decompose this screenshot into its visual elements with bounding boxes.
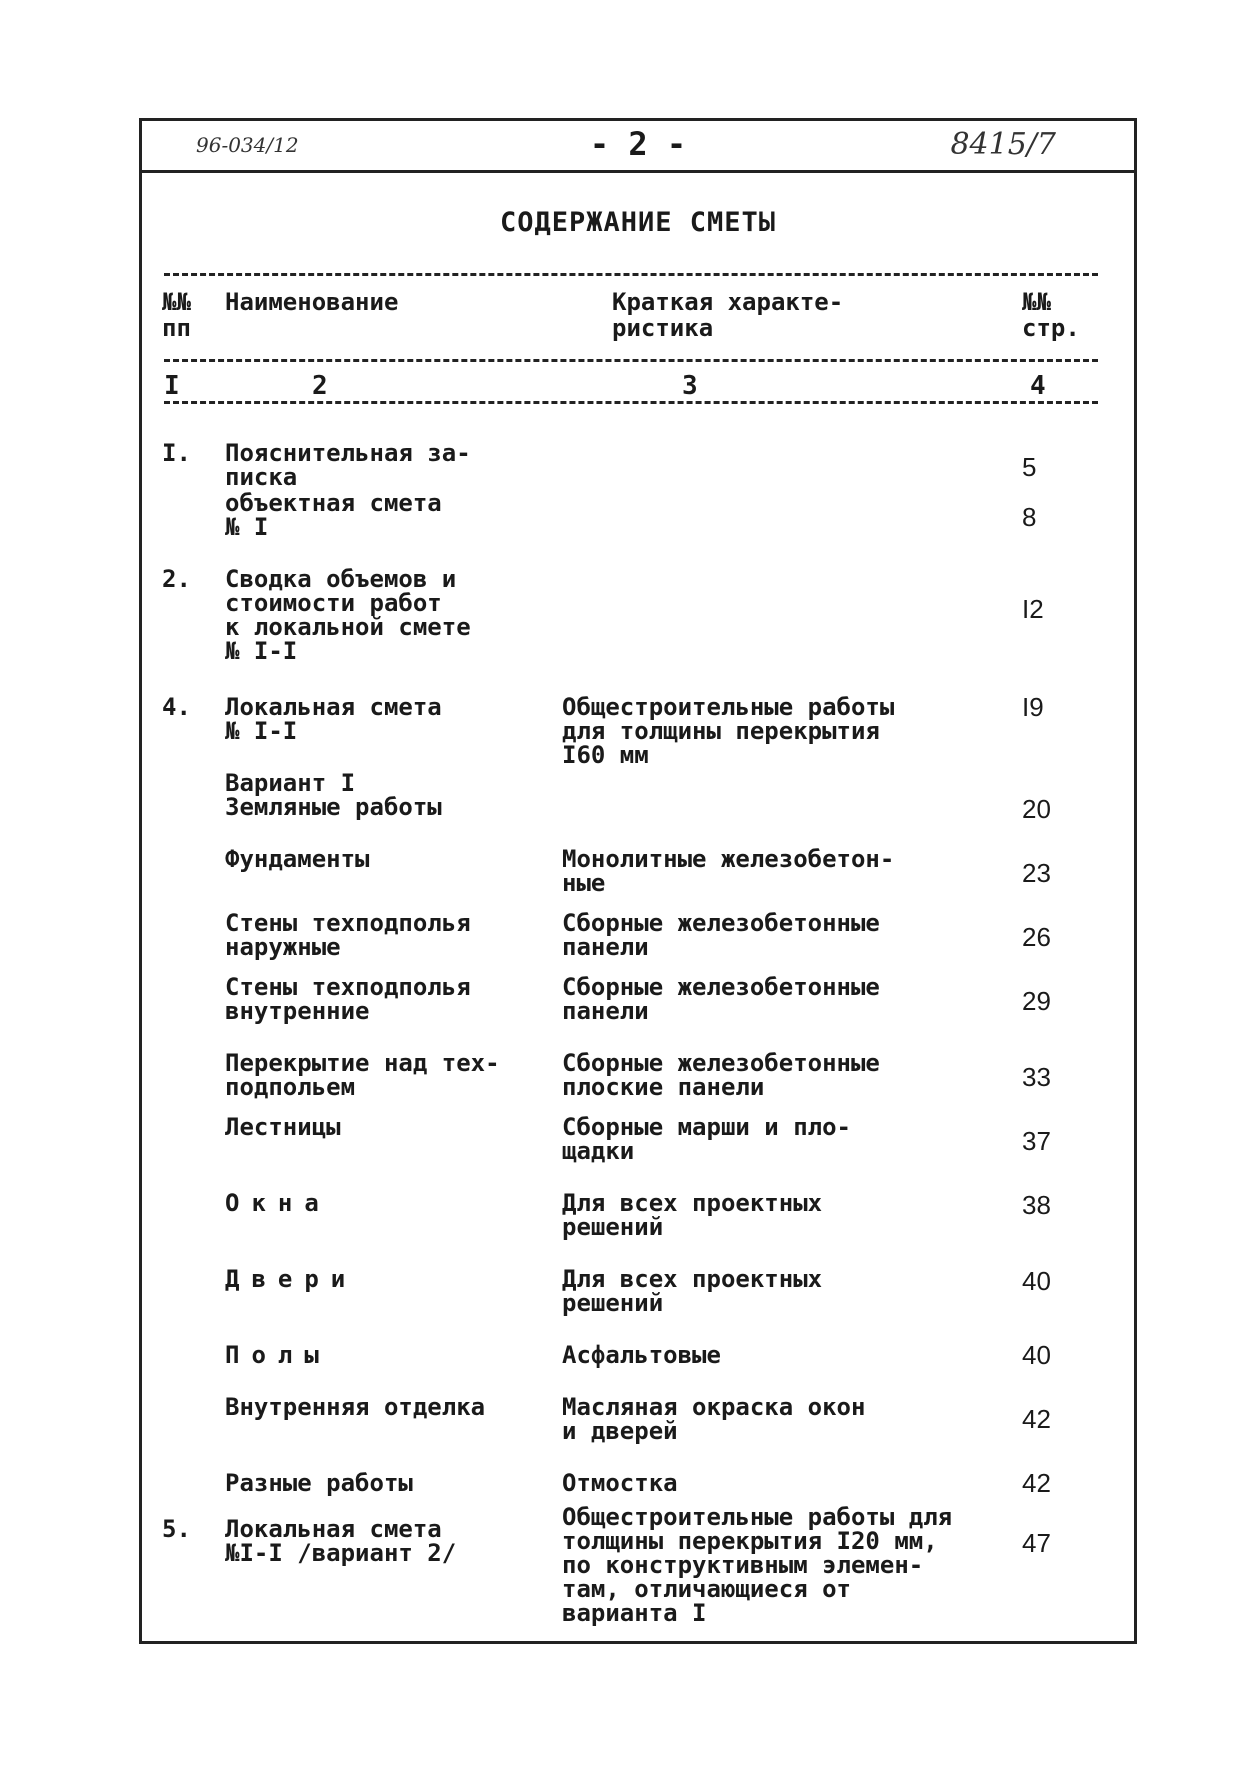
row-name: Двери [225, 1265, 358, 1293]
header-bar [142, 121, 1134, 173]
row-name: Фундаменты [225, 845, 370, 873]
column-number: 3 [682, 371, 698, 401]
document-code: 96-034/12 [196, 133, 299, 157]
divider [164, 359, 1098, 362]
row-page: 40 [1022, 1340, 1051, 1370]
row-name: Лестницы [225, 1113, 341, 1141]
page-number: - 2 - [589, 125, 687, 163]
sheet-code: 8415/7 [950, 127, 1056, 162]
row-name: Стены техподполья наружные [225, 909, 471, 961]
row-page: 8 [1022, 502, 1037, 532]
row-description: Для всех проектных решений [562, 1265, 823, 1317]
column-number: 2 [312, 371, 328, 401]
row-page: 40 [1022, 1266, 1051, 1296]
row-description: Сборные железобетонные панели [562, 909, 880, 961]
row-page: 23 [1022, 858, 1051, 888]
row-number: 2. [162, 565, 191, 593]
document-frame [139, 118, 1137, 1644]
row-description: Общестроительные работы для толщины перекрытия I60 мм [562, 693, 895, 769]
row-description: Сборные марши и пло- щадки [562, 1113, 851, 1165]
row-page: 33 [1022, 1062, 1051, 1092]
row-description: Отмостка [562, 1469, 678, 1497]
row-page: 37 [1022, 1126, 1051, 1156]
row-page: 42 [1022, 1404, 1051, 1434]
page-title: СОДЕРЖАНИЕ СМЕТЫ [499, 207, 777, 238]
row-page: 29 [1022, 986, 1051, 1016]
column-header-num: №№ пп [162, 288, 191, 342]
row-number: 4. [162, 693, 191, 721]
row-page: I9 [1022, 692, 1044, 722]
row-description: Асфальтовые [562, 1341, 721, 1369]
row-description: Монолитные железобетон- ные [562, 845, 895, 897]
row-name: Локальная смета №I-I /вариант 2/ [225, 1515, 457, 1567]
row-name: Разные работы [225, 1469, 413, 1497]
row-name: Внутренняя отделка [225, 1393, 486, 1421]
row-description: Общестроительные работы для толщины перекрытия I20 мм, по конструктивным элемен- там, отличающиеся от варианта I [562, 1503, 953, 1627]
row-name: Перекрытие над тех- подпольем [225, 1049, 500, 1101]
row-page: 26 [1022, 922, 1051, 952]
row-name: Локальная смета № I-I [225, 693, 442, 745]
row-name: Сводка объемов и стоимости работ к локальной смете № I-I [225, 565, 471, 665]
row-number: 5. [162, 1515, 191, 1543]
row-description: Для всех проектных решений [562, 1189, 823, 1241]
row-name: объектная смета № I [225, 489, 442, 541]
divider [164, 401, 1098, 404]
row-description: Сборные железобетонные панели [562, 973, 880, 1025]
row-name: Пояснительная за- писка [225, 439, 471, 491]
row-page: 38 [1022, 1190, 1051, 1220]
row-name: Стены техподполья внутренние [225, 973, 471, 1025]
column-header-desc: Краткая характе- ристика [612, 288, 844, 342]
row-name: Вариант I Земляные работы [225, 769, 442, 821]
row-page: 47 [1022, 1528, 1051, 1558]
row-page: 42 [1022, 1468, 1051, 1498]
row-name: Окна [225, 1189, 331, 1217]
row-page: I2 [1022, 594, 1044, 624]
row-page: 5 [1022, 452, 1037, 482]
column-header-page: №№ стр. [1022, 288, 1080, 342]
row-description: Масляная окраска окон и дверей [562, 1393, 866, 1445]
row-page: 20 [1022, 794, 1051, 824]
row-name: Полы [225, 1341, 331, 1369]
column-number: 4 [1030, 371, 1046, 401]
divider [164, 273, 1098, 276]
column-header-name: Наименование [225, 288, 399, 316]
column-number: I [164, 371, 180, 401]
row-description: Сборные железобетонные плоские панели [562, 1049, 880, 1101]
row-number: I. [162, 439, 191, 467]
